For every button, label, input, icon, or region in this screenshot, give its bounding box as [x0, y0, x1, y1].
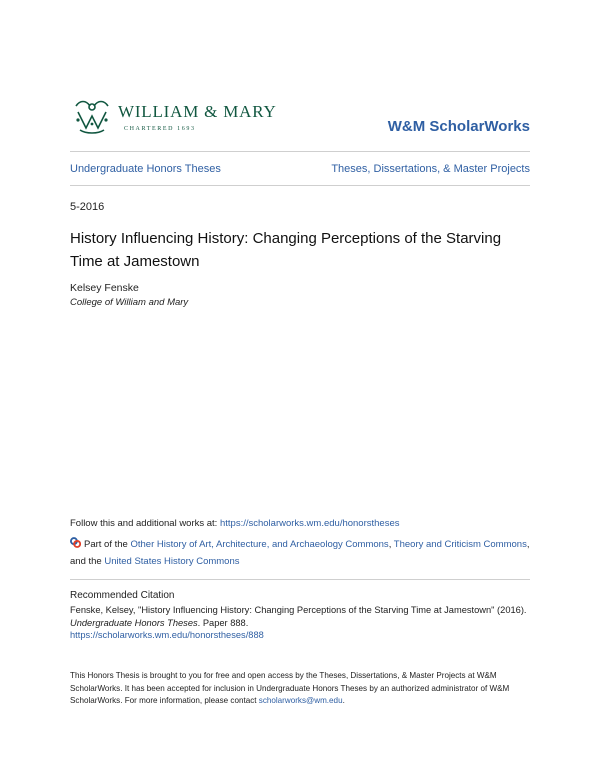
contact-email-link[interactable]: scholarworks@wm.edu	[258, 696, 343, 705]
commons-link-us-history[interactable]: United States History Commons	[104, 556, 240, 567]
divider-top	[70, 151, 530, 152]
commons-link-history-of-art[interactable]: Other History of Art, Architecture, and Archaeology Commons	[130, 539, 389, 550]
william-and-mary-crest-icon	[72, 98, 112, 136]
logo-wordmark: WILLIAM & MARY	[118, 102, 277, 121]
part-of-separator-2: , and the	[70, 539, 530, 567]
follow-prefix: Follow this and additional works at:	[70, 518, 220, 529]
part-of-prefix: Part of the	[84, 539, 131, 550]
part-of-line	[70, 536, 532, 570]
william-and-mary-logo[interactable]	[70, 96, 290, 140]
collection-link-theses-dissertations[interactable]: Theses, Dissertations, & Master Projects	[331, 163, 530, 175]
citation-paper: . Paper 888.	[197, 617, 249, 628]
header	[70, 96, 530, 140]
commons-link-theory-criticism[interactable]: Theory and Criticism Commons	[393, 539, 527, 550]
collection-link-honors-theses[interactable]: Undergraduate Honors Theses	[70, 163, 221, 175]
access-statement-text: This Honors Thesis is brought to you for free and open access by the Theses, Dissertations, & Master Projects at W&M ScholarWorks. It has been accepted for inclusion in Undergraduate Honors Theses by an authorized administrator of W&M ScholarWorks. For more information, please contact	[70, 671, 510, 705]
part-of-separator-1: ,	[388, 539, 394, 550]
paper-title: History Influencing History: Changing Perceptions of the Starving Time at Jamestown	[70, 230, 502, 270]
follow-url-link[interactable]: https://scholarworks.wm.edu/honorstheses	[219, 518, 400, 529]
author-name: Kelsey Fenske	[70, 282, 139, 294]
author-affiliation: College of William and Mary	[70, 297, 189, 308]
citation-body: Fenske, Kelsey, "History Influencing History: Changing Perceptions of the Starving Time at Jamestown" (2016).	[70, 605, 527, 615]
access-statement	[70, 670, 535, 708]
follow-line	[70, 518, 400, 529]
citation-text	[70, 604, 532, 642]
citation-url-link[interactable]: https://scholarworks.wm.edu/honorstheses/888	[70, 630, 264, 640]
divider-collections	[70, 185, 530, 186]
publication-date: 5-2016	[70, 201, 105, 213]
citation-series: Undergraduate Honors Theses	[70, 617, 198, 628]
citation-label: Recommended Citation	[70, 590, 175, 601]
access-statement-end: .	[342, 696, 345, 705]
network-commons-icon	[70, 537, 81, 548]
divider-citation	[70, 579, 530, 580]
repository-name[interactable]: W&M ScholarWorks	[387, 118, 530, 135]
logo-chartered: CHARTERED 1693	[124, 126, 196, 132]
